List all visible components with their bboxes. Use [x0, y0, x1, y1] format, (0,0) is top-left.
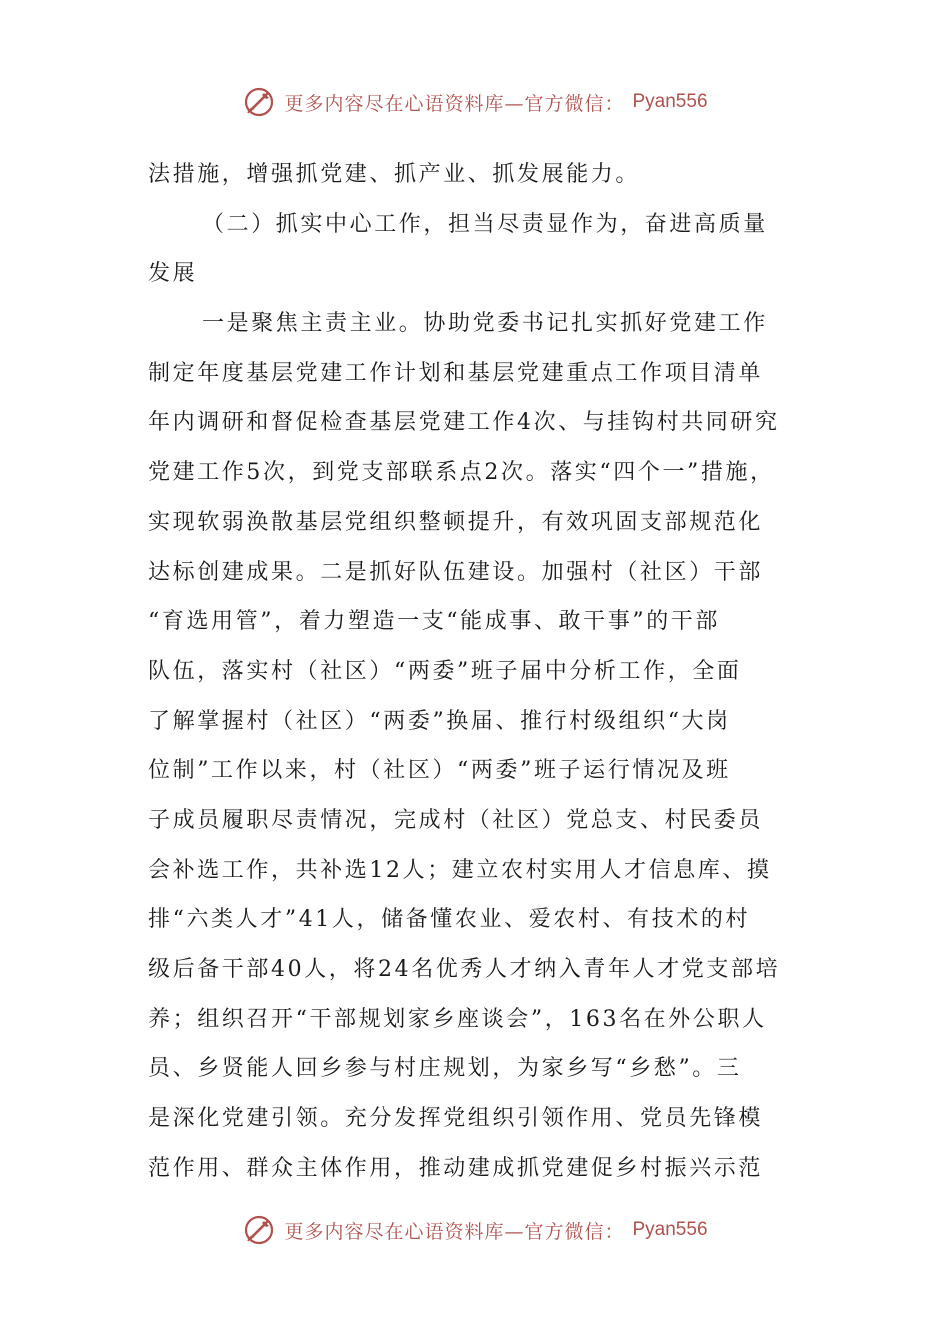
text-line: 法措施，增强抓党建、抓产业、抓发展能力。	[148, 162, 641, 187]
text-line: 实现软弱涣散基层党组织整顿提升，有效巩固支部规范化	[148, 509, 764, 535]
footer-wechat-id: Pyan556	[632, 1219, 708, 1240]
text-line: 范作用、群众主体作用，推动建成抓党建促乡村振兴示范	[148, 1155, 764, 1181]
text-line: 会补选工作，共补选12人；建立农村实用人才信息库、摸	[148, 857, 772, 883]
text-line: 了解掌握村（社区）“两委”换届、推行村级组织“大岗	[148, 708, 731, 734]
header-banner-text: 更多内容尽在心语资料库—官方微信：	[284, 92, 625, 115]
text-line: 排“六类人才”41人，储备懂农业、爱农村、有技术的村	[148, 907, 751, 933]
pen-logo-icon	[242, 1213, 276, 1247]
text-line: 队伍，落实村（社区）“两委”班子届中分析工作，全面	[148, 658, 742, 684]
document-body	[148, 150, 808, 1193]
text-line: 达标创建成果。二是抓好队伍建设。加强村（社区）干部	[148, 559, 764, 585]
text-line: 年内调研和督促检查基层党建工作4次、与挂钩村共同研究	[148, 410, 780, 436]
section-heading-continued: 发展	[148, 261, 198, 287]
footer-banner-text: 更多内容尽在心语资料库—官方微信：	[284, 1220, 625, 1243]
footer-banner	[0, 1208, 950, 1252]
text-line: 员、乡贤能人回乡参与村庄规划，为家乡写“乡愁”。三	[148, 1056, 742, 1082]
text-line: 是深化党建引领。充分发挥党组织引领作用、党员先锋模	[148, 1106, 764, 1132]
text-line: 位制”工作以来，村（社区）“两委”班子运行情况及班	[148, 758, 731, 784]
header-wechat-id: Pyan556	[632, 91, 708, 112]
text-line: 级后备干部40人，将24名优秀人才纳入青年人才党支部培	[148, 957, 781, 982]
pen-logo-icon	[242, 85, 276, 119]
text-line: “育选用管”，着力塑造一支“能成事、敢干事”的干部	[148, 609, 720, 635]
text-line: 养；组织召开“干部规划家乡座谈会”，163名在外公职人	[148, 1006, 767, 1032]
text-line: 制定年度基层党建工作计划和基层党建重点工作项目清单	[148, 360, 764, 386]
header-banner	[0, 80, 950, 124]
paragraph-start: 一是聚焦主责主业。协助党委书记扎实抓好党建工作	[202, 311, 768, 337]
text-line: 党建工作5次，到党支部联系点2次。落实“四个一”措施，	[148, 460, 775, 486]
text-line: 子成员履职尽责情况，完成村（社区）党总支、村民委员	[148, 807, 764, 833]
section-heading: （二）抓实中心工作，担当尽责显作为，奋进高质量	[202, 211, 768, 237]
